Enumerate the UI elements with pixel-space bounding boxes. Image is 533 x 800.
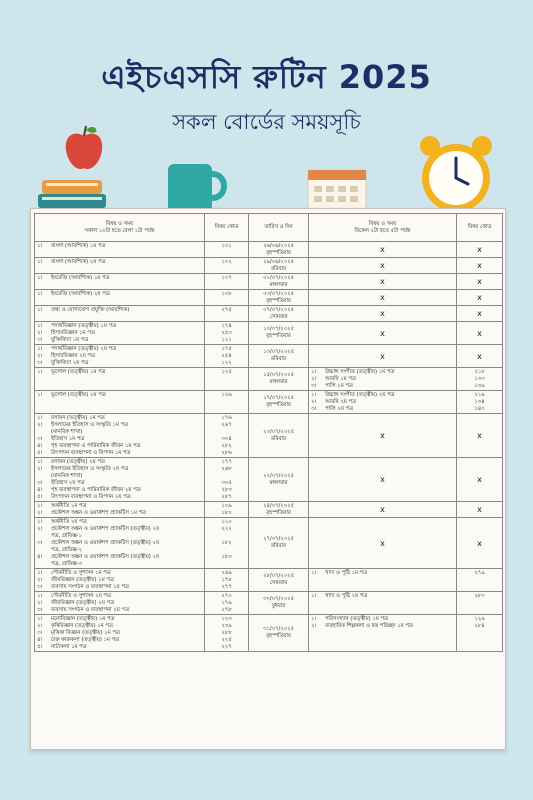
subject-line: ৩। পালি ২য় পত্র xyxy=(311,405,354,412)
morning-code-cell xyxy=(205,306,249,322)
no-exam-mark: x xyxy=(457,414,503,458)
subject-line: ৩। ব্যবসায় সংগঠন ও ব্যবস্থাপনা ১ম পত্র xyxy=(37,583,129,590)
column-header-date: তারিখ ও দিন xyxy=(249,214,309,242)
subject-code: ১৩৩ xyxy=(474,375,485,382)
page-subtitle: সকল বোর্ডের সময়সূচি xyxy=(172,110,361,134)
no-exam-mark: x xyxy=(457,322,503,345)
morning-subjects-cell xyxy=(35,592,205,615)
subject-code xyxy=(207,547,246,554)
exam-date: ১৭/০৭/২০২৫ xyxy=(262,395,295,401)
no-exam-mark: x xyxy=(457,290,503,306)
subject-line: ১। অর্থনীতি ১ম পত্র xyxy=(37,502,87,509)
date-cell xyxy=(249,615,309,652)
subject-code: ২৮৮ xyxy=(221,629,232,636)
morning-code-cell xyxy=(205,322,249,345)
no-exam-mark: x xyxy=(457,306,503,322)
table-row xyxy=(35,569,503,592)
morning-code-cell xyxy=(205,345,249,368)
morning-code-cell xyxy=(205,368,249,391)
morning-subjects-cell xyxy=(35,290,205,306)
morning-subjects-cell xyxy=(35,258,205,274)
subject-line: (মানবিক শাখা) xyxy=(51,472,83,479)
subject-line: ২। আরবি ১ম পত্র xyxy=(311,375,356,382)
subject-line: ১। বাংলা (আবশ্যিক) ১ম পত্র xyxy=(37,242,106,249)
subject-line: পত্র, গ্রাফিক্স-২ xyxy=(51,546,82,553)
date-cell xyxy=(249,368,309,391)
exam-date: মঙ্গলবার xyxy=(269,479,288,486)
exam-date: ৩০/০৭/২০২৫ xyxy=(262,596,295,602)
exam-date: ০৭/০৭/২০২৫ xyxy=(262,306,295,313)
subject-code: ১৮২ xyxy=(221,539,232,546)
no-exam-mark: x xyxy=(457,258,503,274)
subject-line: ২। ব্যবহারিক শিল্পকলা ও বস্ত্র পরিচ্ছদ ১ম পত্র xyxy=(311,622,413,629)
afternoon-code-cell xyxy=(457,368,503,391)
date-cell xyxy=(249,414,309,458)
subject-line: ১। বাংলা (আবশ্যিক) ২য় পত্র xyxy=(37,258,106,265)
subject-code: ৩০৫ xyxy=(221,479,232,486)
exam-date: মঙ্গলবার xyxy=(269,281,288,288)
no-exam-mark: x xyxy=(457,242,503,258)
subject-code: ২২৭ xyxy=(221,643,232,650)
table-row xyxy=(35,368,503,391)
subject-line: ২। কৃষিবিজ্ঞান (তত্ত্বীয়) ১ম পত্র xyxy=(37,622,113,629)
subject-line: ১। তথ্য ও যোগাযোগ প্রযুক্তি (আবশ্যিক) xyxy=(37,306,130,313)
afternoon-code-cell xyxy=(457,569,503,592)
subject-code: ১৩৯ xyxy=(474,382,485,389)
morning-subjects-cell xyxy=(35,615,205,652)
date-cell xyxy=(249,322,309,345)
subject-line: ১। ইংরেজি (আবশ্যিক) ১ম পত্র xyxy=(37,274,110,281)
subject-code: ১০১ xyxy=(221,242,232,249)
subject-line: ২। ইসলামের ইতিহাস ও সংস্কৃতি ১ম পত্র xyxy=(37,421,129,428)
subject-line: ৫। উৎপাদন ব্যবস্থাপনা ও বিপণন ২য় পত্র xyxy=(37,493,131,500)
subject-code: ২৭৫ xyxy=(221,306,232,313)
exam-date: ১০/০৭/২০২৫ xyxy=(262,326,295,332)
subject-line: ৩। ইতিহাস ১ম পত্র xyxy=(37,435,85,442)
subject-line: ১। ইংরেজি (আবশ্যিক) ২য় পত্র xyxy=(37,290,110,297)
subject-code: ২১৮ xyxy=(474,368,485,375)
no-exam-mark: x xyxy=(309,502,457,518)
subject-code: ২৩৯ xyxy=(221,622,232,629)
column-header-afternoon-code: বিষয় কোড xyxy=(457,214,503,242)
afternoon-subjects-cell xyxy=(309,615,457,652)
exam-date: সোমবার xyxy=(269,313,288,320)
subject-line: ১। পরিসংখ্যান (তত্ত্বীয়) ১ম পত্র xyxy=(311,615,388,622)
subject-code: ২১৯ xyxy=(474,391,485,398)
no-exam-mark: x xyxy=(309,290,457,306)
column-header-morning-subject: বিষয় ও সময় সকাল ১০টা হতে বেলা ১টা পর্যন্ত xyxy=(35,214,205,242)
exam-date: ২৬/০৬/২০২৫ xyxy=(262,242,295,249)
exam-date: রবিবার xyxy=(271,435,286,442)
no-exam-mark: x xyxy=(457,345,503,368)
table-row xyxy=(35,615,503,652)
exam-date: রবিবার xyxy=(271,265,286,272)
subject-line: ২। হিসাববিজ্ঞান ১ম পত্র xyxy=(37,329,95,336)
date-cell xyxy=(249,306,309,322)
subject-line: ৩। মৃত্তিকা বিজ্ঞান (তত্ত্বীয়) ১ম পত্র xyxy=(37,629,120,636)
exam-date: ১৩/০৭/২০২৫ xyxy=(262,349,295,355)
no-exam-mark: x xyxy=(309,345,457,368)
exam-date: ১৫/০৭/২০২৫ xyxy=(262,372,295,378)
exam-date: বুধবার xyxy=(271,603,286,609)
subject-line: ৩। প্রকৌশল অঙ্কন ও ওয়ার্কশপ প্র্যাকটিস (তত্ত্বীয়) ২য় xyxy=(37,539,160,546)
subject-line: ৩। পালি ১ম পত্র xyxy=(311,382,353,389)
morning-subjects-cell xyxy=(35,274,205,290)
subject-line: ১। খাদ্য ও পুষ্টি ১ম পত্র xyxy=(311,569,368,576)
subject-line: ৩। যুক্তিবিদ্যা ১ম পত্র xyxy=(37,336,89,343)
subject-line: ১। অর্থনীতি ২য় পত্র xyxy=(37,518,87,525)
subject-line: ২। আরবি ২য় পত্র xyxy=(311,398,356,405)
exam-date: ০৩/০৭/২০২৫ xyxy=(262,290,295,297)
subject-code: ১৩৪ xyxy=(474,398,485,405)
date-cell xyxy=(249,391,309,414)
table-row xyxy=(35,518,503,569)
exam-date: ২৯/০৬/২০২৫ xyxy=(262,258,295,265)
no-exam-mark: x xyxy=(309,414,457,458)
subject-code: ১২৯ xyxy=(474,615,485,622)
subject-line: ১। পৌরনীতি ও সুশাসন ১ম পত্র xyxy=(37,569,111,576)
morning-code-cell xyxy=(205,258,249,274)
subject-code xyxy=(207,561,246,568)
subject-code: ১৭৮ xyxy=(221,576,232,583)
afternoon-code-cell xyxy=(457,615,503,652)
subject-code: ১২৫ xyxy=(221,368,232,375)
afternoon-subjects-cell xyxy=(309,368,457,391)
subject-code: ২৫৩ xyxy=(221,329,232,336)
morning-code-cell xyxy=(205,502,249,518)
subject-code: ১৭৬ xyxy=(221,414,232,421)
morning-code-cell xyxy=(205,518,249,569)
subject-line: ১। পদার্থবিজ্ঞান (তত্ত্বীয়) ২য় পত্র xyxy=(37,345,117,352)
subject-line: পত্র, গ্রাফিক্স-৩ xyxy=(51,560,82,567)
subject-line: ৪। গৃহ ব্যবস্থাপনা ও পারিবারিক জীবন ২য় পত্র xyxy=(37,486,141,493)
morning-subjects-cell xyxy=(35,368,205,391)
alarm-clock-icon xyxy=(414,132,498,216)
subject-code: ১২৩ xyxy=(221,615,232,622)
subject-code: ১৮০ xyxy=(221,509,232,516)
table-row xyxy=(35,322,503,345)
morning-subjects-cell xyxy=(35,518,205,569)
subject-code: ২৮২ xyxy=(221,442,232,449)
morning-subjects-cell xyxy=(35,569,205,592)
date-cell xyxy=(249,458,309,502)
subject-code xyxy=(207,533,246,540)
morning-subjects-cell xyxy=(35,345,205,368)
subject-code: ২৮০ xyxy=(474,592,485,599)
subject-code: ৩০৪ xyxy=(221,435,232,442)
exam-date: ২৪/০৭/২০২৫ xyxy=(262,502,295,509)
subject-line: ১। ভূগোল (তত্ত্বীয়) ১ম পত্র xyxy=(37,368,106,375)
subject-line: পত্র, গ্রাফিক্স-১ xyxy=(51,532,82,539)
exam-date: মঙ্গলবার xyxy=(269,379,288,385)
no-exam-mark: x xyxy=(309,242,457,258)
subject-line: ২। হিসাববিজ্ঞান ২য় পত্র xyxy=(37,352,95,359)
afternoon-subjects-cell xyxy=(309,391,457,414)
subject-line: ১। পদার্থবিজ্ঞান (তত্ত্বীয়) ১ম পত্র xyxy=(37,322,116,329)
date-cell xyxy=(249,242,309,258)
exam-date: বৃহস্পতিবার xyxy=(266,297,291,304)
exam-date: ২০/০৭/২০২৫ xyxy=(262,428,295,435)
afternoon-subjects-cell xyxy=(309,569,457,592)
subject-code: ২৭০ xyxy=(221,592,232,599)
subject-line: ২। জীববিজ্ঞান (তত্ত্বীয়) ১ম পত্র xyxy=(37,576,114,583)
exam-date: ২৮/০৭/২০২৫ xyxy=(262,573,295,579)
no-exam-mark: x xyxy=(457,274,503,290)
subject-code: ২৮৭ xyxy=(221,493,232,500)
date-cell xyxy=(249,592,309,615)
subject-line: ৪। গৃহ ব্যবস্থাপনা ও পারিবারিক জীবন ১ম পত্র xyxy=(37,442,141,449)
subject-line: ৩। ইতিহাস ২য় পত্র xyxy=(37,479,85,486)
subject-code: ২৬৯ xyxy=(221,569,232,576)
morning-subjects-cell xyxy=(35,322,205,345)
subject-code: ১৭৭ xyxy=(221,458,232,465)
subject-code: ১৭৪ xyxy=(221,322,232,329)
exam-date: বৃহস্পতিবার xyxy=(266,509,291,516)
subject-code: ১৮৩ xyxy=(221,553,232,560)
subject-line: ১। উচ্চাঙ্গ সংগীত (তত্ত্বীয়) ২য় পত্র xyxy=(311,391,395,398)
subject-line: ৪। প্রকৌশল অঙ্কন ও ওয়ার্কশপ প্র্যাকটিস (তত্ত্বীয়) ২য় xyxy=(37,553,160,560)
no-exam-mark: x xyxy=(457,458,503,502)
subject-code: ১০৯ xyxy=(221,502,232,509)
routine-sheet xyxy=(30,208,506,750)
table-row xyxy=(35,414,503,458)
date-cell xyxy=(249,290,309,306)
morning-code-cell xyxy=(205,569,249,592)
subject-line: ৪। চারু কারুকলা (তত্ত্বীয়) ১ম পত্র xyxy=(37,636,120,643)
column-header-afternoon-subject: বিষয় ও সময় বিকেল ২টা হতে ৫টা পর্যন্ত xyxy=(309,214,457,242)
exam-date: বৃহস্পতিবার xyxy=(266,249,291,256)
morning-subjects-cell xyxy=(35,502,205,518)
date-cell xyxy=(249,345,309,368)
exam-date: ২৭/০৭/২০২৫ xyxy=(262,536,295,542)
routine-table xyxy=(34,213,503,652)
no-exam-mark: x xyxy=(309,458,457,502)
morning-code-cell xyxy=(205,391,249,414)
no-exam-mark: x xyxy=(309,306,457,322)
subject-code: ১০২ xyxy=(221,258,232,265)
morning-code-cell xyxy=(205,615,249,652)
subject-line: ১। ভূগোল (তত্ত্বীয়) ২য় পত্র xyxy=(37,391,106,398)
table-row xyxy=(35,345,503,368)
morning-subjects-cell xyxy=(35,414,205,458)
subject-code: ২৬৮ xyxy=(221,465,232,472)
subject-line: ৫। উৎপাদন ব্যবস্থাপনা ও বিপণন ১ম পত্র xyxy=(37,449,131,456)
table-row xyxy=(35,502,503,518)
morning-code-cell xyxy=(205,414,249,458)
exam-date: ২২/০৭/২০২৫ xyxy=(262,472,295,479)
table-row xyxy=(35,290,503,306)
afternoon-subjects-cell xyxy=(309,592,457,615)
exam-date: ০১/০৭/২০২৫ xyxy=(262,274,295,281)
subject-code: ১৭৯ xyxy=(221,599,232,606)
mug-icon xyxy=(164,160,230,214)
morning-subjects-cell xyxy=(35,391,205,414)
calendar-icon xyxy=(306,164,368,214)
subject-line: (মানবিক শাখা) xyxy=(51,428,83,435)
date-cell xyxy=(249,258,309,274)
table-row xyxy=(35,592,503,615)
table-row xyxy=(35,391,503,414)
no-exam-mark: x xyxy=(309,518,457,569)
subject-code: ২২৫ xyxy=(221,636,232,643)
no-exam-mark: x xyxy=(309,258,457,274)
subject-line: ২। প্রকৌশল অঙ্কন ও ওয়ার্কশপ প্র্যাকটিস (তত্ত্বীয়) ২য় xyxy=(37,525,160,532)
subject-code: ১২৬ xyxy=(221,391,232,398)
morning-code-cell xyxy=(205,458,249,502)
table-row xyxy=(35,242,503,258)
no-exam-mark: x xyxy=(309,322,457,345)
morning-subjects-cell xyxy=(35,306,205,322)
date-cell xyxy=(249,274,309,290)
exam-date: সোমবার xyxy=(269,580,288,586)
subject-line: ১। রসায়ন (তত্ত্বীয়) ১ম পত্র xyxy=(37,414,105,421)
subject-code: ২৫৪ xyxy=(221,352,232,359)
subject-line: ১। রসায়ন (তত্ত্বীয়) ২য় পত্র xyxy=(37,458,105,465)
afternoon-code-cell xyxy=(457,592,503,615)
date-cell xyxy=(249,569,309,592)
morning-subjects-cell xyxy=(35,458,205,502)
page-title: এইচএসসি রুটিন 2025 xyxy=(101,58,432,96)
subject-code xyxy=(207,473,246,480)
morning-code-cell xyxy=(205,242,249,258)
subject-code: ১০৮ xyxy=(221,290,232,297)
subject-code: ১১০ xyxy=(221,518,232,525)
subject-line: ১। পৌরনীতি ও সুশাসন ২য় পত্র xyxy=(37,592,111,599)
subject-line: ২। জীববিজ্ঞান (তত্ত্বীয়) ২য় পত্র xyxy=(37,599,115,606)
subject-line: ২। প্রকৌশল অঙ্কন ও ওয়ার্কশপ প্র্যাকটিস ১ম পত্র xyxy=(37,509,146,516)
subject-code: ২৬৭ xyxy=(221,421,232,428)
table-row xyxy=(35,274,503,290)
subject-code: ১০৭ xyxy=(221,274,232,281)
table-header-row xyxy=(35,214,503,242)
table-row xyxy=(35,458,503,502)
morning-code-cell xyxy=(205,274,249,290)
subject-code: ১২১ xyxy=(221,336,232,343)
exam-date: রবিবার xyxy=(271,356,286,362)
subject-line: ৫। নাট্যকলা ১ম পত্র xyxy=(37,643,87,650)
subject-line: ১। মনোবিজ্ঞান (তত্ত্বীয়) ১ম পত্র xyxy=(37,615,115,622)
exam-date: ৩১/০৭/২০২৫ xyxy=(262,626,295,632)
subject-line: ২। ইসলামের ইতিহাস ও সংস্কৃতি ২য় পত্র xyxy=(37,465,129,472)
subject-code: ২৮৩ xyxy=(221,486,232,493)
apple-icon xyxy=(62,124,106,174)
subject-code: ২৮৬ xyxy=(221,449,232,456)
exam-date: বৃহস্পতিবার xyxy=(266,402,291,408)
date-cell xyxy=(249,518,309,569)
subject-line: ১। খাদ্য ও পুষ্টি ২য় পত্র xyxy=(311,592,368,599)
morning-code-cell xyxy=(205,592,249,615)
exam-date: রবিবার xyxy=(271,543,286,549)
morning-code-cell xyxy=(205,290,249,306)
subject-line: ৩। যুক্তিবিদ্যা ২য় পত্র xyxy=(37,359,89,366)
subject-code: ২৭৭ xyxy=(221,583,232,590)
exam-date: বৃহস্পতিবার xyxy=(266,633,291,639)
subject-code: ২৭৯ xyxy=(474,569,485,576)
table-row xyxy=(35,258,503,274)
column-header-morning-code: বিষয় কোড xyxy=(205,214,249,242)
no-exam-mark: x xyxy=(309,274,457,290)
table-row xyxy=(35,306,503,322)
morning-subjects-cell xyxy=(35,242,205,258)
date-cell xyxy=(249,502,309,518)
subject-line: ৩। ব্যবসায় সংগঠন ও ব্যবস্থাপনা ২য় পত্র xyxy=(37,606,129,613)
subject-code: ২২২ xyxy=(221,525,232,532)
subject-line: ১। উচ্চাঙ্গ সংগীত (তত্ত্বীয়) ১ম পত্র xyxy=(311,368,395,375)
no-exam-mark: x xyxy=(457,518,503,569)
no-exam-mark: x xyxy=(457,502,503,518)
subject-code xyxy=(207,429,246,436)
subject-code: ২৭৮ xyxy=(221,606,232,613)
subject-code: ১৪০ xyxy=(474,405,485,412)
afternoon-code-cell xyxy=(457,391,503,414)
subject-code: ১৭৫ xyxy=(221,345,232,352)
subject-code: ১২২ xyxy=(221,359,232,366)
exam-date: বৃহস্পতিবার xyxy=(266,333,291,339)
subject-code: ২৮৪ xyxy=(474,622,485,629)
